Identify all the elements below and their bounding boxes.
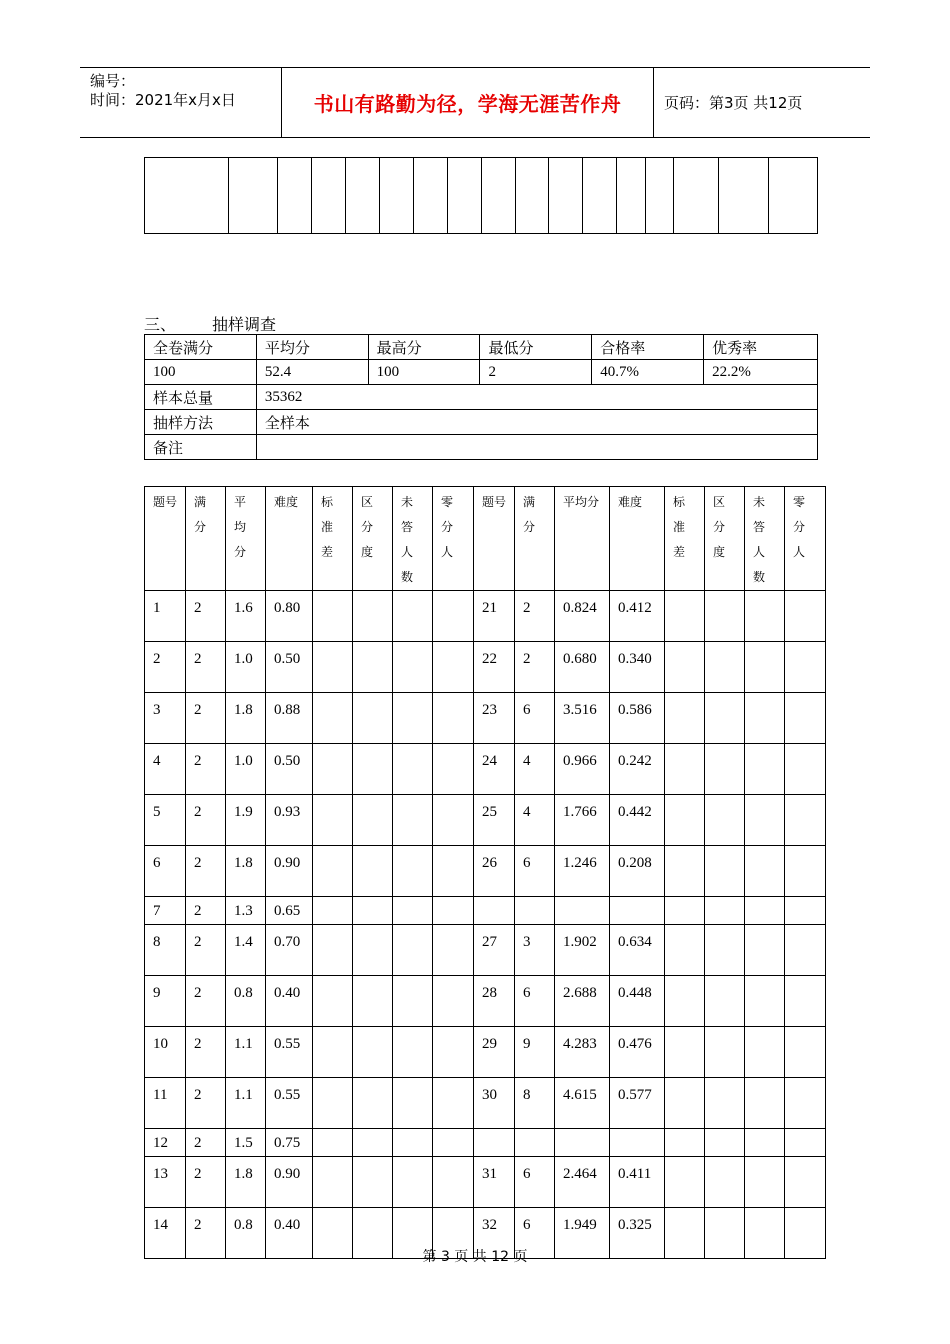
table-cell bbox=[433, 693, 474, 744]
table-cell bbox=[353, 976, 393, 1027]
table-cell: 2 bbox=[186, 976, 226, 1027]
table-cell bbox=[313, 925, 353, 976]
table-cell: 1.6 bbox=[226, 591, 266, 642]
table-cell: 0.80 bbox=[266, 591, 313, 642]
table-cell bbox=[433, 897, 474, 925]
table-cell: 2 bbox=[186, 744, 226, 795]
table-cell: 1.1 bbox=[226, 1078, 266, 1129]
table-row bbox=[145, 1027, 826, 1078]
table-cell bbox=[433, 744, 474, 795]
table-cell: 1.8 bbox=[226, 1157, 266, 1208]
table-cell bbox=[665, 642, 705, 693]
table-cell bbox=[474, 897, 515, 925]
table-cell bbox=[353, 642, 393, 693]
table-cell: 0.411 bbox=[610, 1157, 665, 1208]
table-cell bbox=[353, 897, 393, 925]
table-cell: 9 bbox=[145, 976, 186, 1027]
grid-divider bbox=[447, 158, 448, 233]
table-cell: 2.688 bbox=[555, 976, 610, 1027]
table-cell bbox=[353, 591, 393, 642]
table-cell bbox=[313, 1129, 353, 1157]
table-cell bbox=[665, 1157, 705, 1208]
stats-header-cell: 未 答 人 数 bbox=[745, 487, 785, 591]
table-cell bbox=[353, 1157, 393, 1208]
table-cell: 12 bbox=[145, 1129, 186, 1157]
table-cell: 13 bbox=[145, 1157, 186, 1208]
table-row bbox=[145, 1078, 826, 1129]
empty-continuation-table bbox=[144, 157, 818, 234]
table-cell bbox=[353, 1027, 393, 1078]
table-cell bbox=[393, 1157, 433, 1208]
table-cell bbox=[433, 925, 474, 976]
method-value: 全样本 bbox=[256, 410, 817, 435]
table-cell: 6 bbox=[515, 1157, 555, 1208]
table-cell bbox=[393, 846, 433, 897]
table-cell: 0.824 bbox=[555, 591, 610, 642]
sample-total-label: 样本总量 bbox=[145, 385, 257, 410]
value-cell: 2 bbox=[480, 360, 592, 385]
table-cell bbox=[353, 744, 393, 795]
table-cell bbox=[353, 846, 393, 897]
table-cell bbox=[785, 846, 826, 897]
grid-divider bbox=[582, 158, 583, 233]
stats-header-row bbox=[145, 487, 826, 591]
table-cell bbox=[745, 897, 785, 925]
table-cell bbox=[785, 642, 826, 693]
stats-header-cell: 区 分 度 bbox=[353, 487, 393, 591]
stats-header-cell: 标 准 差 bbox=[313, 487, 353, 591]
table-row bbox=[145, 976, 826, 1027]
table-cell: 1.3 bbox=[226, 897, 266, 925]
table-cell: 4.615 bbox=[555, 1078, 610, 1129]
table-cell bbox=[393, 591, 433, 642]
table-cell: 2 bbox=[186, 846, 226, 897]
table-cell bbox=[313, 897, 353, 925]
table-cell: 14 bbox=[145, 1208, 186, 1259]
table-cell: 4 bbox=[515, 744, 555, 795]
table-cell bbox=[433, 591, 474, 642]
table-cell bbox=[705, 1027, 745, 1078]
table-cell bbox=[705, 925, 745, 976]
table-cell: 0.634 bbox=[610, 925, 665, 976]
table-cell: 0.70 bbox=[266, 925, 313, 976]
stats-header-cell: 满 分 bbox=[186, 487, 226, 591]
table-cell: 3 bbox=[515, 925, 555, 976]
table-cell: 4.283 bbox=[555, 1027, 610, 1078]
table-cell bbox=[393, 795, 433, 846]
table-cell: 0.40 bbox=[266, 1208, 313, 1259]
header-meta bbox=[80, 68, 282, 137]
table-cell: 2 bbox=[186, 897, 226, 925]
table-cell bbox=[785, 744, 826, 795]
table-cell bbox=[433, 846, 474, 897]
sampling-summary-table bbox=[144, 334, 818, 460]
table-cell: 2 bbox=[186, 1157, 226, 1208]
sampling-header-row bbox=[145, 335, 818, 360]
table-cell bbox=[745, 744, 785, 795]
table-cell bbox=[785, 1129, 826, 1157]
table-cell: 0.75 bbox=[266, 1129, 313, 1157]
table-cell: 0.325 bbox=[610, 1208, 665, 1259]
table-row bbox=[145, 1157, 826, 1208]
table-cell bbox=[665, 1027, 705, 1078]
table-cell: 2 bbox=[515, 591, 555, 642]
table-row bbox=[145, 744, 826, 795]
table-cell bbox=[665, 744, 705, 795]
table-cell bbox=[433, 1078, 474, 1129]
table-cell bbox=[474, 1129, 515, 1157]
sample-total-row bbox=[145, 385, 818, 410]
value-cell: 40.7% bbox=[592, 360, 704, 385]
table-cell: 2 bbox=[186, 1208, 226, 1259]
table-cell: 10 bbox=[145, 1027, 186, 1078]
table-cell: 2 bbox=[186, 925, 226, 976]
table-cell: 21 bbox=[474, 591, 515, 642]
table-cell: 7 bbox=[145, 897, 186, 925]
table-cell bbox=[433, 1027, 474, 1078]
stats-header-cell: 满 分 bbox=[515, 487, 555, 591]
table-cell bbox=[705, 1078, 745, 1129]
table-cell bbox=[705, 1129, 745, 1157]
table-cell: 2.464 bbox=[555, 1157, 610, 1208]
table-cell: 0.208 bbox=[610, 846, 665, 897]
table-cell bbox=[433, 1157, 474, 1208]
table-cell: 0.680 bbox=[555, 642, 610, 693]
table-cell: 1.766 bbox=[555, 795, 610, 846]
table-cell: 0.476 bbox=[610, 1027, 665, 1078]
table-cell bbox=[785, 795, 826, 846]
header-cell: 全卷满分 bbox=[145, 335, 257, 360]
table-cell bbox=[745, 846, 785, 897]
table-cell bbox=[433, 1129, 474, 1157]
table-cell: 23 bbox=[474, 693, 515, 744]
table-row bbox=[145, 591, 826, 642]
table-cell bbox=[393, 1027, 433, 1078]
table-cell bbox=[610, 1129, 665, 1157]
table-cell: 0.586 bbox=[610, 693, 665, 744]
table-cell: 8 bbox=[145, 925, 186, 976]
header-motto: 书山有路勤为径，学海无涯苦作舟 bbox=[282, 68, 654, 137]
table-cell: 0.65 bbox=[266, 897, 313, 925]
table-cell: 1.9 bbox=[226, 795, 266, 846]
grid-divider bbox=[277, 158, 278, 233]
table-cell bbox=[665, 1129, 705, 1157]
table-cell bbox=[705, 795, 745, 846]
table-cell bbox=[665, 925, 705, 976]
table-cell: 0.50 bbox=[266, 744, 313, 795]
table-cell bbox=[665, 693, 705, 744]
table-cell: 0.577 bbox=[610, 1078, 665, 1129]
table-cell bbox=[313, 591, 353, 642]
stats-header-cell: 题号 bbox=[474, 487, 515, 591]
table-cell: 3 bbox=[145, 693, 186, 744]
table-cell bbox=[705, 1157, 745, 1208]
stats-header-cell: 零 分 人 bbox=[785, 487, 826, 591]
table-cell bbox=[393, 693, 433, 744]
table-cell bbox=[665, 897, 705, 925]
table-cell: 0.40 bbox=[266, 976, 313, 1027]
table-cell bbox=[555, 897, 610, 925]
grid-divider bbox=[379, 158, 380, 233]
sampling-value-row bbox=[145, 360, 818, 385]
table-cell: 2 bbox=[515, 642, 555, 693]
table-cell bbox=[353, 693, 393, 744]
table-cell bbox=[665, 976, 705, 1027]
table-cell: 1 bbox=[145, 591, 186, 642]
grid-divider bbox=[413, 158, 414, 233]
header-cell: 平均分 bbox=[256, 335, 368, 360]
table-cell bbox=[705, 846, 745, 897]
table-cell: 6 bbox=[515, 976, 555, 1027]
table-cell: 1.246 bbox=[555, 846, 610, 897]
table-cell bbox=[353, 1078, 393, 1129]
value-cell: 52.4 bbox=[256, 360, 368, 385]
table-cell bbox=[610, 897, 665, 925]
table-row bbox=[145, 693, 826, 744]
table-cell: 8 bbox=[515, 1078, 555, 1129]
table-cell: 2 bbox=[186, 795, 226, 846]
page-header bbox=[80, 67, 870, 138]
table-cell: 0.55 bbox=[266, 1078, 313, 1129]
table-cell bbox=[745, 795, 785, 846]
table-cell bbox=[353, 1129, 393, 1157]
table-cell bbox=[745, 642, 785, 693]
table-cell: 1.902 bbox=[555, 925, 610, 976]
remark-row bbox=[145, 435, 818, 460]
table-cell bbox=[665, 795, 705, 846]
stats-header-cell: 标 准 差 bbox=[665, 487, 705, 591]
table-cell bbox=[745, 591, 785, 642]
grid-divider bbox=[645, 158, 646, 233]
table-cell bbox=[393, 1129, 433, 1157]
table-cell bbox=[785, 1078, 826, 1129]
table-cell: 28 bbox=[474, 976, 515, 1027]
table-cell bbox=[705, 976, 745, 1027]
table-cell: 0.8 bbox=[226, 1208, 266, 1259]
table-cell bbox=[745, 1157, 785, 1208]
table-cell bbox=[313, 1078, 353, 1129]
table-cell: 2 bbox=[186, 1078, 226, 1129]
table-cell: 32 bbox=[474, 1208, 515, 1259]
table-cell: 25 bbox=[474, 795, 515, 846]
table-cell: 2 bbox=[186, 642, 226, 693]
table-cell: 2 bbox=[145, 642, 186, 693]
stats-header-cell: 区 分 度 bbox=[705, 487, 745, 591]
table-cell bbox=[665, 591, 705, 642]
table-cell: 6 bbox=[145, 846, 186, 897]
table-cell bbox=[785, 1157, 826, 1208]
table-cell: 0.93 bbox=[266, 795, 313, 846]
table-cell: 5 bbox=[145, 795, 186, 846]
table-row bbox=[145, 897, 826, 925]
grid-divider bbox=[548, 158, 549, 233]
table-cell: 11 bbox=[145, 1078, 186, 1129]
table-cell: 2 bbox=[186, 693, 226, 744]
table-cell bbox=[393, 925, 433, 976]
table-cell bbox=[785, 976, 826, 1027]
table-cell: 0.90 bbox=[266, 1157, 313, 1208]
header-cell: 最高分 bbox=[368, 335, 480, 360]
table-cell bbox=[515, 897, 555, 925]
table-cell: 30 bbox=[474, 1078, 515, 1129]
stats-header-cell: 平 均 分 bbox=[226, 487, 266, 591]
table-cell: 1.1 bbox=[226, 1027, 266, 1078]
table-row bbox=[145, 1129, 826, 1157]
table-cell bbox=[745, 1027, 785, 1078]
table-cell bbox=[433, 795, 474, 846]
table-cell bbox=[665, 846, 705, 897]
section-title-text: 抽样调查 bbox=[212, 315, 277, 334]
value-cell: 22.2% bbox=[704, 360, 818, 385]
table-cell bbox=[705, 744, 745, 795]
grid-divider bbox=[228, 158, 229, 233]
table-cell bbox=[313, 744, 353, 795]
table-cell bbox=[313, 1157, 353, 1208]
table-cell: 9 bbox=[515, 1027, 555, 1078]
value-cell: 100 bbox=[145, 360, 257, 385]
table-cell bbox=[313, 1027, 353, 1078]
table-cell bbox=[353, 795, 393, 846]
table-cell: 0.412 bbox=[610, 591, 665, 642]
table-cell bbox=[393, 642, 433, 693]
stats-header-cell: 题号 bbox=[145, 487, 186, 591]
grid-divider bbox=[768, 158, 769, 233]
table-cell: 6 bbox=[515, 1208, 555, 1259]
method-row bbox=[145, 410, 818, 435]
table-cell: 4 bbox=[145, 744, 186, 795]
table-cell bbox=[785, 591, 826, 642]
stats-header-cell: 零 分 人 bbox=[433, 487, 474, 591]
grid-divider bbox=[616, 158, 617, 233]
table-cell bbox=[353, 925, 393, 976]
stats-header-cell: 平均分 bbox=[555, 487, 610, 591]
table-cell: 3.516 bbox=[555, 693, 610, 744]
table-cell: 1.8 bbox=[226, 693, 266, 744]
table-cell bbox=[665, 1078, 705, 1129]
table-cell: 4 bbox=[515, 795, 555, 846]
remark-value bbox=[256, 435, 817, 460]
sample-total-value: 35362 bbox=[256, 385, 817, 410]
table-cell: 0.442 bbox=[610, 795, 665, 846]
table-cell bbox=[433, 976, 474, 1027]
table-cell: 2 bbox=[186, 591, 226, 642]
table-cell: 6 bbox=[515, 693, 555, 744]
table-cell: 0.88 bbox=[266, 693, 313, 744]
table-cell: 0.55 bbox=[266, 1027, 313, 1078]
table-cell bbox=[785, 897, 826, 925]
table-cell bbox=[745, 925, 785, 976]
table-cell bbox=[313, 846, 353, 897]
table-cell bbox=[705, 897, 745, 925]
table-cell: 0.8 bbox=[226, 976, 266, 1027]
table-cell: 27 bbox=[474, 925, 515, 976]
table-cell: 0.242 bbox=[610, 744, 665, 795]
table-cell bbox=[313, 795, 353, 846]
table-cell: 1.0 bbox=[226, 642, 266, 693]
table-cell bbox=[313, 693, 353, 744]
remark-label: 备注 bbox=[145, 435, 257, 460]
code-label: 编号： bbox=[90, 72, 136, 90]
table-cell bbox=[393, 897, 433, 925]
table-row bbox=[145, 642, 826, 693]
table-cell: 0.50 bbox=[266, 642, 313, 693]
table-cell bbox=[705, 591, 745, 642]
stats-header-cell: 难度 bbox=[266, 487, 313, 591]
table-cell bbox=[785, 693, 826, 744]
method-label: 抽样方法 bbox=[145, 410, 257, 435]
value-cell: 100 bbox=[368, 360, 480, 385]
table-cell bbox=[393, 744, 433, 795]
grid-divider bbox=[673, 158, 674, 233]
section-title bbox=[144, 312, 276, 335]
table-cell bbox=[393, 1078, 433, 1129]
table-cell: 1.4 bbox=[226, 925, 266, 976]
table-cell bbox=[745, 693, 785, 744]
table-cell: 0.966 bbox=[555, 744, 610, 795]
table-cell: 1.5 bbox=[226, 1129, 266, 1157]
table-cell bbox=[745, 1129, 785, 1157]
header-cell: 优秀率 bbox=[704, 335, 818, 360]
table-cell: 26 bbox=[474, 846, 515, 897]
time-label: 时间：2021年x月x日 bbox=[90, 91, 236, 109]
header-page-info: 页码：第3页 共12页 bbox=[664, 94, 803, 112]
grid-divider bbox=[481, 158, 482, 233]
table-cell bbox=[785, 925, 826, 976]
table-cell: 0.90 bbox=[266, 846, 313, 897]
table-cell: 0.448 bbox=[610, 976, 665, 1027]
table-cell: 1.0 bbox=[226, 744, 266, 795]
table-cell bbox=[745, 976, 785, 1027]
table-cell bbox=[705, 642, 745, 693]
table-cell: 0.340 bbox=[610, 642, 665, 693]
grid-divider bbox=[515, 158, 516, 233]
table-cell: 2 bbox=[186, 1129, 226, 1157]
table-cell: 1.8 bbox=[226, 846, 266, 897]
section-number: 三、 bbox=[144, 315, 177, 334]
table-cell: 1.949 bbox=[555, 1208, 610, 1259]
table-cell: 2 bbox=[186, 1027, 226, 1078]
table-cell bbox=[555, 1129, 610, 1157]
table-cell bbox=[313, 976, 353, 1027]
grid-divider bbox=[311, 158, 312, 233]
grid-divider bbox=[718, 158, 719, 233]
stats-header-cell: 未 答 人 数 bbox=[393, 487, 433, 591]
item-statistics-table bbox=[144, 486, 826, 1259]
stats-header-cell: 难度 bbox=[610, 487, 665, 591]
table-row bbox=[145, 846, 826, 897]
header-cell: 最低分 bbox=[480, 335, 592, 360]
table-row bbox=[145, 925, 826, 976]
page-footer: 第 3 页 共 12 页 bbox=[422, 1249, 528, 1265]
table-cell bbox=[433, 642, 474, 693]
table-cell bbox=[515, 1129, 555, 1157]
table-row bbox=[145, 795, 826, 846]
table-cell bbox=[745, 1078, 785, 1129]
table-cell bbox=[313, 642, 353, 693]
table-cell bbox=[785, 1027, 826, 1078]
table-cell bbox=[393, 976, 433, 1027]
table-cell: 31 bbox=[474, 1157, 515, 1208]
table-cell: 22 bbox=[474, 642, 515, 693]
grid-divider bbox=[345, 158, 346, 233]
header-cell: 合格率 bbox=[592, 335, 704, 360]
table-cell: 6 bbox=[515, 846, 555, 897]
table-cell: 24 bbox=[474, 744, 515, 795]
table-cell: 29 bbox=[474, 1027, 515, 1078]
table-cell bbox=[705, 693, 745, 744]
